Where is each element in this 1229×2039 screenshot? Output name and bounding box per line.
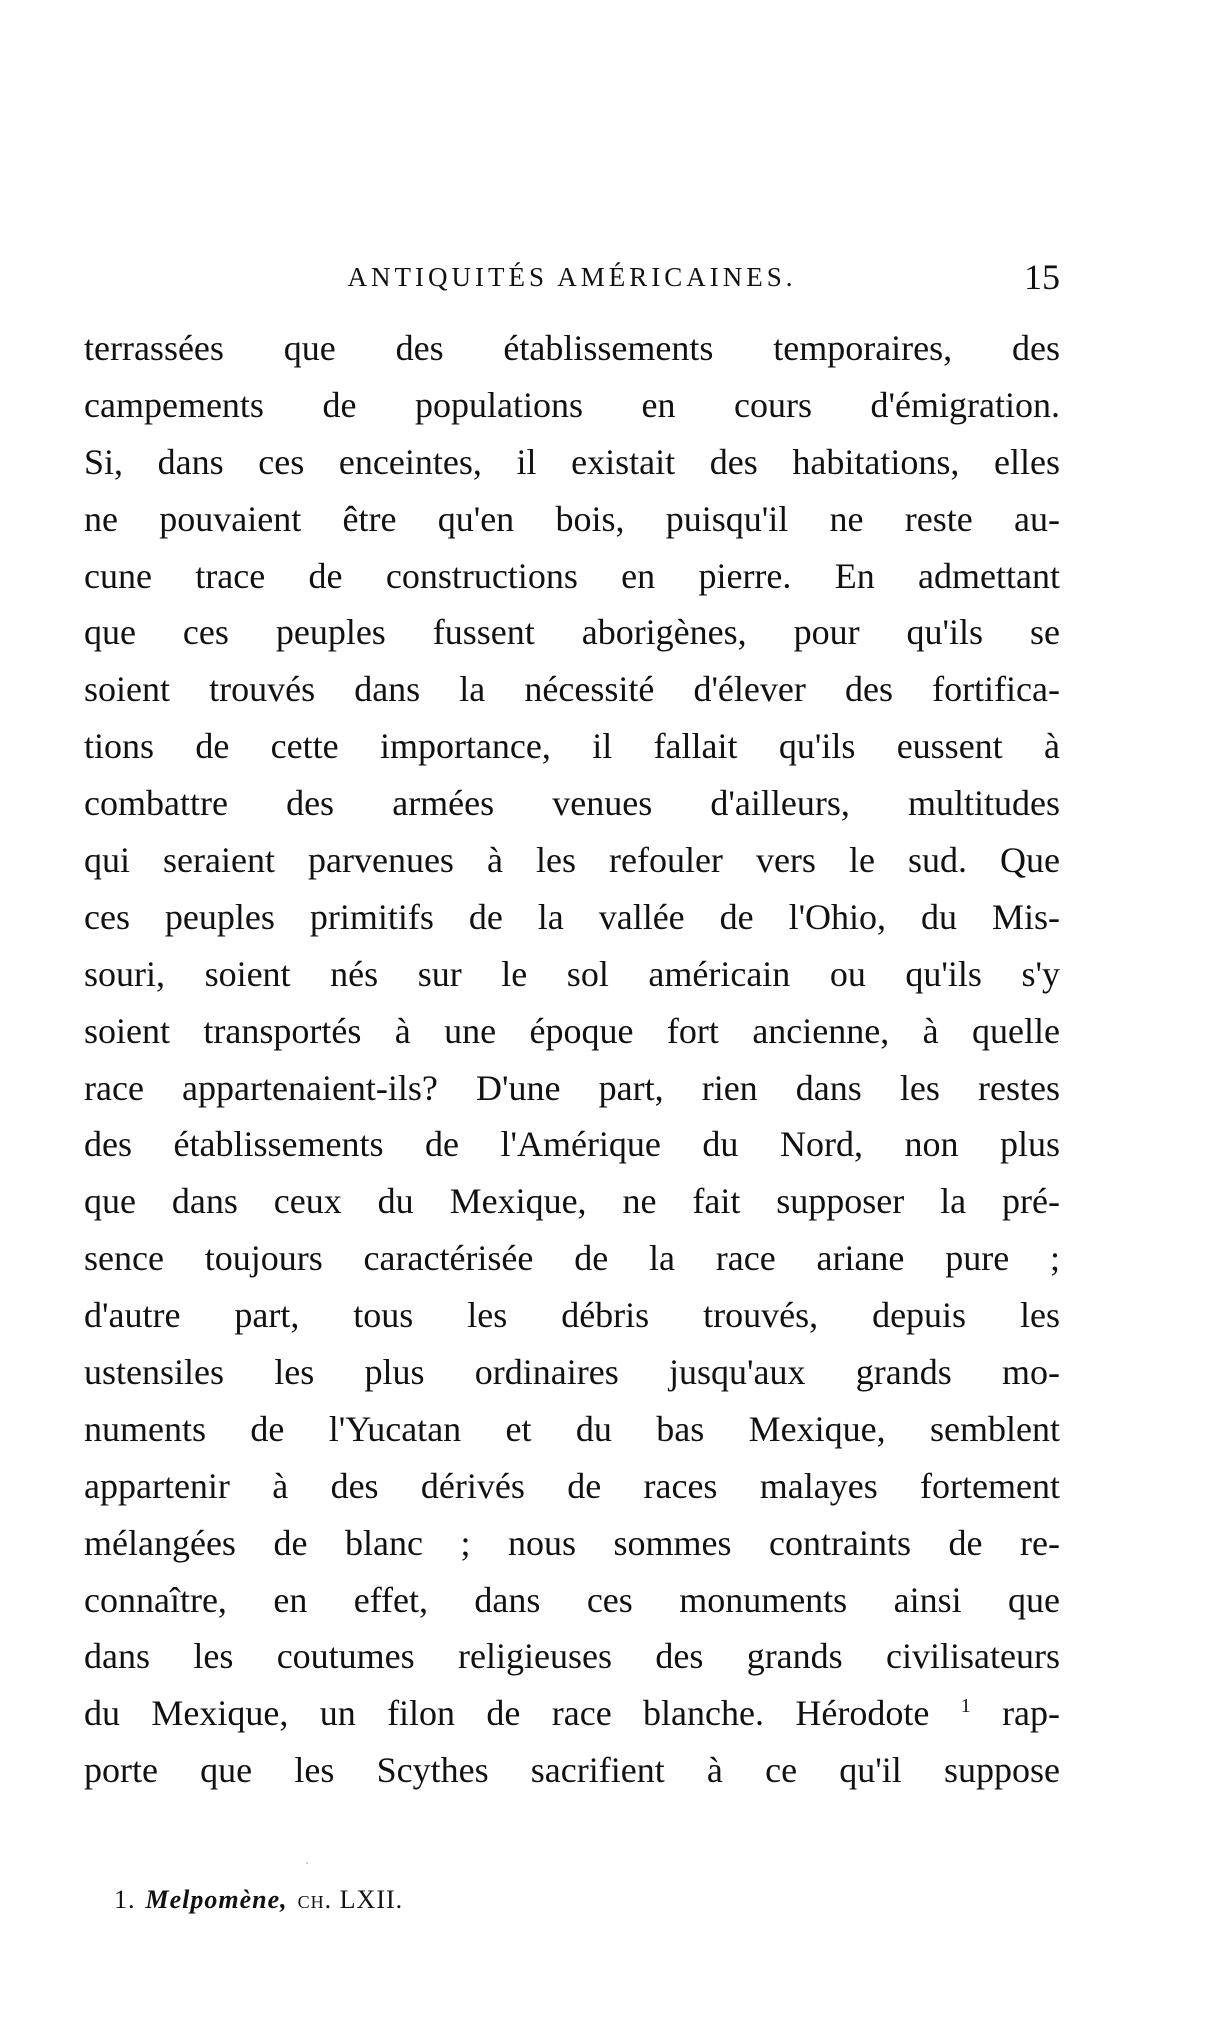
text-line: porte que les Scythes sacrifient à ce qu'il suppose [84,1750,1060,1791]
footnote-work: Melpomène, [145,1885,288,1914]
text-line: connaître, en effet, dans ces monuments ainsi que [84,1579,1060,1620]
text-line: soient transportés à une époque fort ancienne, à quelle [84,1010,1060,1051]
text-line: que dans ceux du Mexique, ne fait supposer la pré- [84,1181,1060,1222]
page-number: 15 [1024,257,1060,297]
text-line: campements de populations en cours d'émigration. [84,384,1060,425]
text-line-end: rap- [1002,1693,1061,1734]
footnote-marker: 1 [960,1695,971,1718]
text-line: que ces peuples fussent aborigènes, pour qu'ils se [84,612,1060,653]
body-text [84,320,1060,1799]
footnote [114,1885,403,1915]
text-line: tions de cette importance, il fallait qu'ils eussent à [84,726,1060,767]
text-line: qui seraient parvenues à les refouler vers le sud. Que [84,840,1060,881]
running-title: ANTIQUITÉS AMÉRICAINES. [347,262,797,292]
text-line: appartenir à des dérivés de races malayes fortement [84,1465,1060,1506]
text-line: numents de l'Yucatan et du bas Mexique, semblent [84,1408,1060,1449]
text-line: ustensiles les plus ordinaires jusqu'aux grands mo- [84,1352,1060,1393]
text-line: soient trouvés dans la nécessité d'élever des fortifica- [84,669,1060,710]
text-line: combattre des armées venues d'ailleurs, multitudes [84,783,1060,824]
footnote-separator [306,1862,308,1864]
text-line: Si, dans ces enceintes, il existait des habitations, elles [84,441,1060,482]
text-line: ne pouvaient être qu'en bois, puisqu'il ne reste au- [84,498,1060,539]
footnote-reference: ch. LXII. [297,1885,404,1914]
text-line: sence toujours caractérisée de la race ariane pure ; [84,1238,1060,1279]
text-line: race appartenaient-ils? D'une part, rien dans les restes [84,1067,1060,1108]
text-line: mélangées de blanc ; nous sommes contraints de re- [84,1522,1060,1563]
text-line: ces peuples primitifs de la vallée de l'Ohio, du Mis- [84,896,1060,937]
text-line: d'autre part, tous les débris trouvés, depuis les [84,1295,1060,1336]
footnote-number: 1. [114,1885,136,1914]
text-line: dans les coutumes religieuses des grands civilisateurs [84,1636,1060,1677]
text-line-start: du Mexique, un filon de race blanche. Hérodote [84,1693,930,1734]
text-line: des établissements de l'Amérique du Nord, non plus [84,1124,1060,1165]
text-line: terrassées que des établissements temporaires, des [84,328,1060,368]
text-line: cune trace de constructions en pierre. En admettant [84,555,1060,596]
text-line-with-footnote [84,1685,1060,1742]
page-header [84,257,1060,302]
text-line: souri, soient nés sur le sol américain ou qu'ils s'y [84,953,1060,994]
